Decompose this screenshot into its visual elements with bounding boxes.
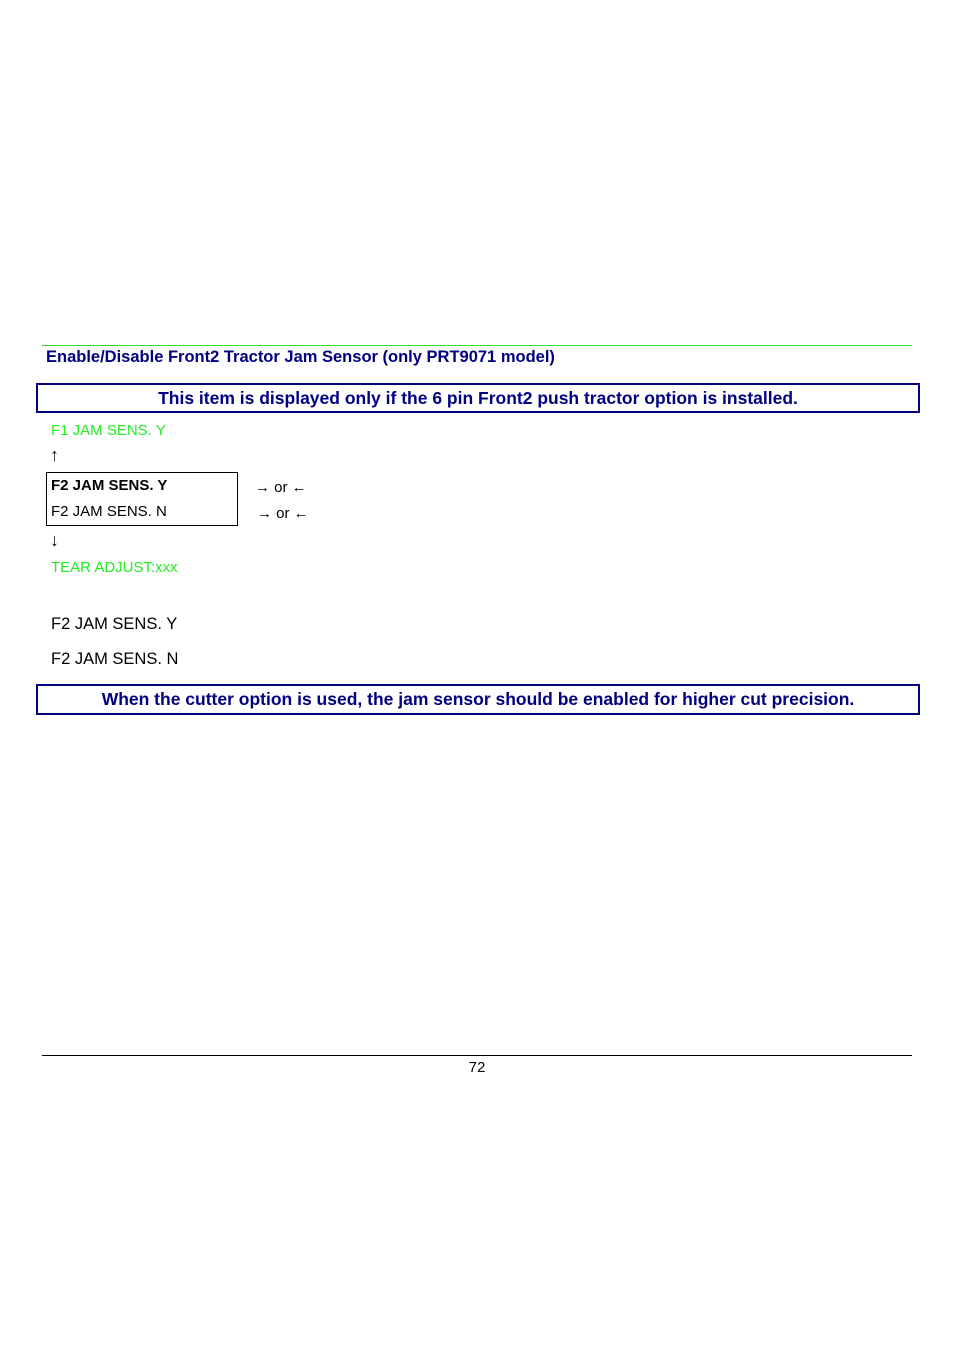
option-enabled: F2 JAM SENS. Y	[51, 615, 178, 633]
previous-menu-item: F1 JAM SENS. Y	[51, 422, 166, 439]
down-arrow-icon: ↓	[50, 530, 59, 550]
install-notice: This item is displayed only if the 6 pin Front2 push tractor option is installed.	[36, 383, 920, 413]
nav-hint-disabled: → or ←	[257, 505, 309, 522]
menu-item-disabled: F2 JAM SENS. N	[51, 503, 167, 520]
option-disabled: F2 JAM SENS. N	[51, 650, 179, 668]
cutter-notice: When the cutter option is used, the jam sensor should be enabled for higher cut precision.	[36, 684, 920, 715]
section-top-rule	[42, 345, 912, 346]
footer-rule	[42, 1055, 912, 1056]
section-heading: Enable/Disable Front2 Tractor Jam Sensor (only PRT9071 model)	[46, 348, 555, 366]
page-number: 72	[468, 1059, 486, 1076]
up-arrow-icon: ↑	[50, 445, 59, 465]
menu-item-enabled: F2 JAM SENS. Y	[51, 477, 168, 494]
next-menu-item: TEAR ADJUST:xxx	[51, 559, 178, 576]
nav-hint-enabled: → or ←	[255, 479, 307, 496]
